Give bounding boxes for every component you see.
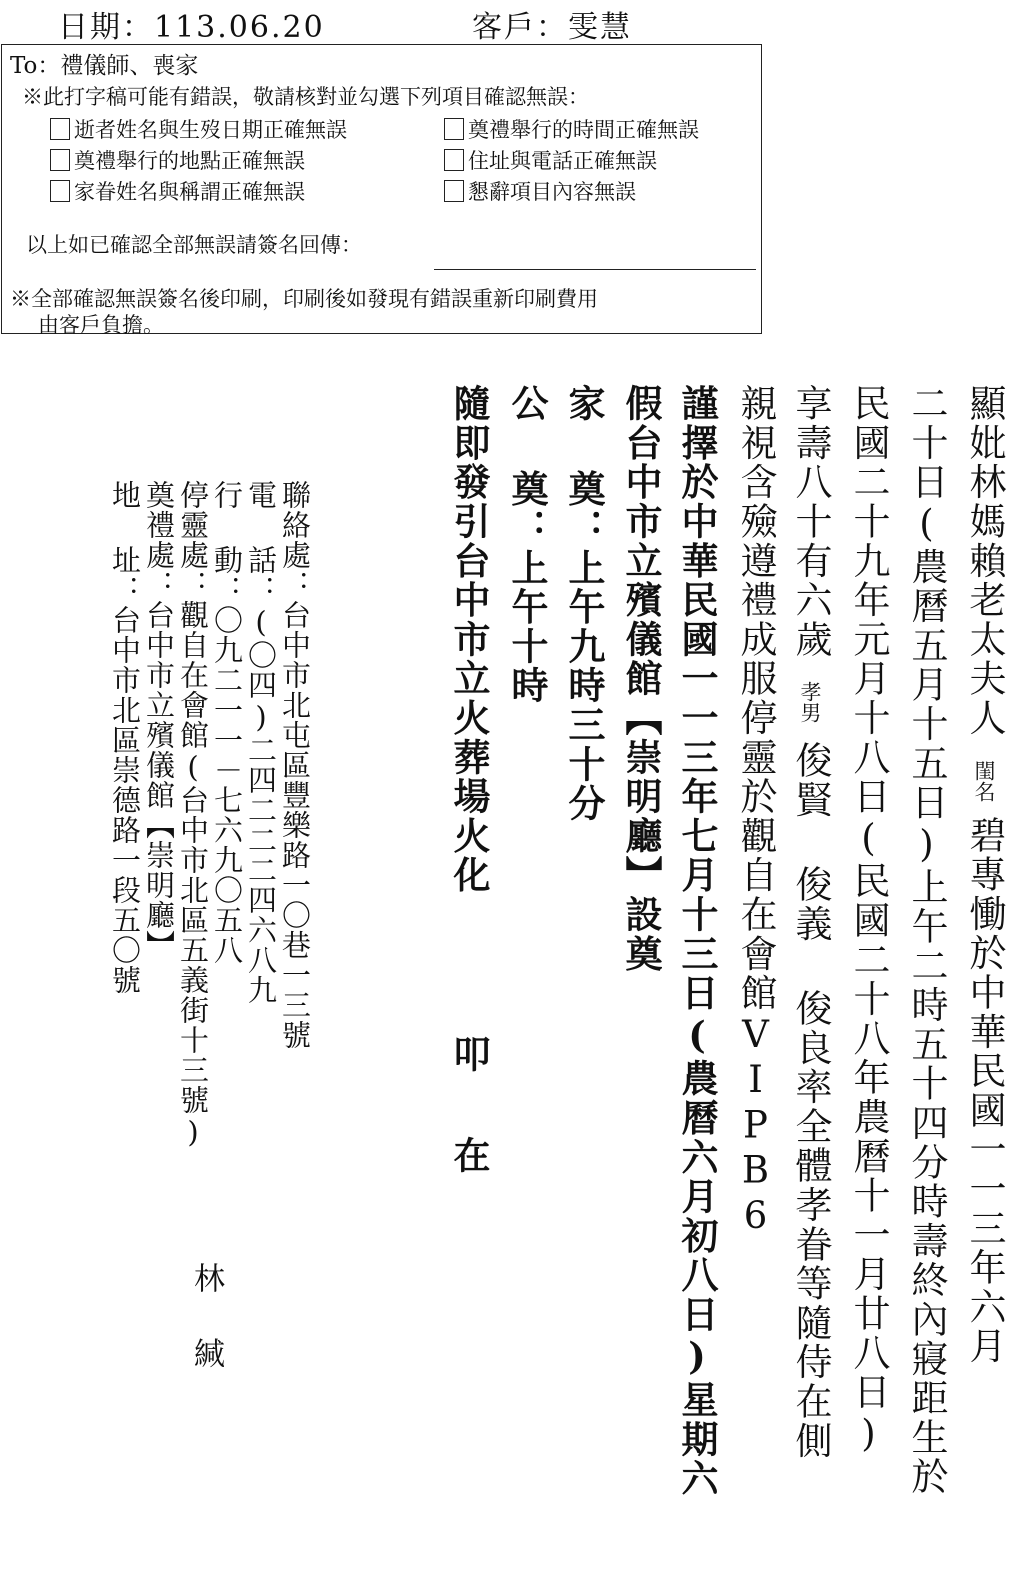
checkbox[interactable]: [444, 118, 464, 140]
obit-note-filial-son: 孝男: [798, 681, 822, 724]
check-item-name-dates[interactable]: [50, 114, 347, 144]
checkbox[interactable]: [50, 118, 70, 140]
proof-box: [1, 44, 762, 337]
proof-notice: ※此打字稿可能有錯誤，敬請核對並勾選下列項目確認無誤：: [22, 85, 589, 109]
contact-wake-location: 停靈處：觀自在會館(台中市北區五義街十三號): [176, 480, 210, 1150]
check-item-ceremony-time[interactable]: [444, 114, 699, 144]
check-item-ceremony-place[interactable]: [50, 145, 305, 175]
obit-col-9: 公 奠：上午十時: [505, 384, 549, 706]
checkbox[interactable]: [444, 180, 464, 202]
proof-footer-1: ※全部確認無誤簽名後印刷，印刷後如發現有錯誤重新印刷費用: [10, 287, 598, 311]
header-date: 日期：113.06.20: [58, 10, 325, 45]
obit-col-10: 隨即發引台中市立火葬場火化叩在: [447, 384, 491, 1176]
check-label: 家眷姓名與稱謂正確無誤: [74, 180, 305, 204]
check-label: 奠禮舉行的地點正確無誤: [74, 149, 305, 173]
obit-col-1: 顯妣林媽賴老太夫人閨名碧專慟於中華民國一一三年六月: [963, 384, 1006, 1366]
obit-col-6: 謹擇於中華民國一一三年七月十三日(農曆六月初八日)星期六: [675, 384, 719, 1499]
obit-zai: 在: [447, 1136, 491, 1176]
check-item-address-phone[interactable]: [444, 145, 657, 175]
obit-col-8: 家 奠：上午九時三十分: [562, 384, 606, 824]
proof-to: To：禮儀師、喪家: [10, 53, 199, 79]
obit-col-4: 享壽八十有六歲孝男俊賢 俊義 俊良率全體孝眷等隨侍在側: [789, 384, 832, 1461]
obit-note-maiden-name: 閨名: [972, 759, 996, 802]
contact-address: 地 址：台中市北區崇德路一段五〇號: [108, 480, 142, 995]
obit-col-2: 二十日(農曆五月十五日)上午二時五十四分時壽終內寢距生於: [905, 384, 948, 1497]
obit-col-5: 親視含殮遵禮成服停靈於觀自在會館VIPB6: [734, 384, 777, 1240]
contact-phone: 電 話：(〇四)二四二二二四六八九: [244, 480, 278, 1005]
signature-line[interactable]: [434, 269, 756, 270]
obit-col-3: 民國二十九年元月十八日(民國二十八年農曆十一月廿八日): [847, 384, 890, 1458]
proof-footer-2: 由客戶負擔。: [38, 313, 164, 337]
contact-ceremony-location: 奠禮處：台中市立殯儀館【崇明廳】: [142, 480, 176, 960]
check-label: 懇辭項目內容無誤: [468, 180, 636, 204]
check-label: 住址與電話正確無誤: [468, 149, 657, 173]
checkbox[interactable]: [50, 180, 70, 202]
check-label: 逝者姓名與生歿日期正確無誤: [74, 118, 347, 142]
contact-address-office: 聯絡處：台中市北屯區豐樂路一〇巷一三號: [278, 480, 312, 1050]
checkbox[interactable]: [444, 149, 464, 171]
signature: 林 緘: [188, 1262, 224, 1372]
obit-col-7: 假台中市立殯儀館【崇明廳】設奠: [619, 384, 663, 974]
check-item-declines[interactable]: [444, 176, 636, 206]
header-client: 客戶：雯慧: [472, 10, 632, 45]
contact-mobile: 行 動：〇九二一一－七六九〇五八: [210, 480, 244, 965]
sign-prompt: 以上如已確認全部無誤請簽名回傳：: [26, 233, 362, 257]
check-label: 奠禮舉行的時間正確無誤: [468, 118, 699, 142]
checkbox[interactable]: [50, 149, 70, 171]
check-item-family-names[interactable]: [50, 176, 305, 206]
obit-kou: 叩: [447, 1034, 491, 1075]
